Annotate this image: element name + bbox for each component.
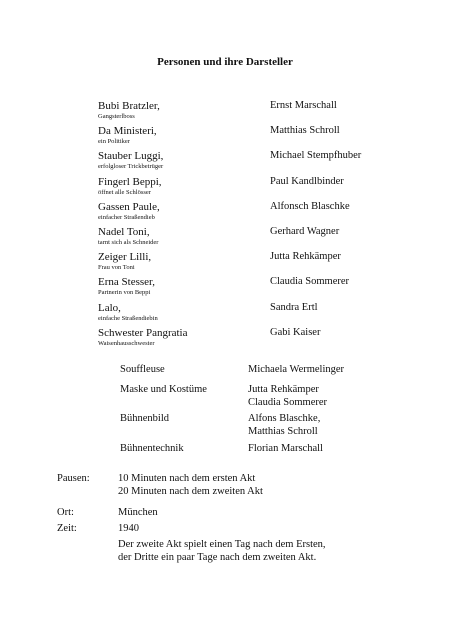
pausen-label: Pausen:: [57, 473, 90, 484]
cast-row: [98, 176, 398, 201]
crew-member-name: Michaela Wermelinger: [248, 364, 345, 375]
pausen-line: 10 Minuten nach dem ersten Akt: [118, 473, 256, 484]
role-name: Da Ministeri,: [98, 125, 157, 138]
crew-names: [248, 383, 327, 409]
cast-row: [98, 226, 398, 251]
role-description: Frau von Toni: [98, 264, 135, 272]
crew-names: [248, 442, 323, 455]
actor-name: Sandra Ertl: [270, 301, 318, 313]
pausen-text: [118, 472, 263, 498]
crew-member-name: Matthias Schroll: [248, 426, 318, 437]
crew-row: [120, 442, 420, 462]
crew-role-label: Bühnenbild: [120, 413, 169, 424]
ort-label: Ort:: [57, 507, 74, 518]
role-name: Erna Stesser,: [98, 276, 155, 289]
role-description: tarnt sich als Schneider: [98, 238, 159, 246]
page-title: Personen und ihre Darsteller: [157, 56, 293, 68]
actor-name: Gabi Kaiser: [270, 326, 321, 338]
info-row-ort: [57, 506, 437, 522]
crew-member-name: Alfons Blaschke,: [248, 413, 321, 424]
cast-row: [98, 201, 398, 226]
act-note-line: der Dritte ein paar Tage nach dem zweiten Akt.: [118, 552, 317, 563]
cast-row: [98, 276, 398, 301]
role-description: erfolgloser Trickbetrüger: [98, 163, 164, 171]
cast-row: [98, 100, 398, 125]
crew-role-label: Maske und Kostüme: [120, 384, 207, 395]
actor-name: Paul Kandlbinder: [270, 175, 344, 187]
cast-row: [98, 302, 398, 327]
ort-value: München: [118, 507, 158, 518]
cast-row: [98, 327, 398, 352]
role-description: öffnet alle Schlösser: [98, 188, 151, 196]
cast-list: [98, 100, 398, 352]
crew-row: [120, 363, 420, 383]
cast-row: [98, 251, 398, 276]
info-row-note: [57, 538, 437, 566]
role-name: Bubi Bratzler,: [98, 100, 160, 112]
role-description: Waisenhausschwester: [98, 339, 155, 347]
crew-list: [120, 363, 420, 462]
zeit-value: 1940: [118, 523, 139, 534]
role-description: einfache Straßendiebin: [98, 314, 158, 322]
crew-member-name: Claudia Sommerer: [248, 397, 328, 408]
crew-row: [120, 412, 420, 442]
crew-names: [248, 412, 320, 438]
performance-info: [57, 472, 437, 566]
actor-name: Gerhard Wagner: [270, 225, 340, 237]
actor-name: Matthias Schroll: [270, 125, 340, 137]
actor-name: Michael Stempfhuber: [270, 150, 362, 162]
role-name: Lalo,: [98, 301, 121, 314]
crew-member-name: Jutta Rehkämper: [248, 384, 319, 395]
role-description: einfacher Straßendieb: [98, 213, 155, 221]
actor-name: Alfonsch Blaschke: [270, 200, 350, 212]
crew-member-name: Florian Marschall: [248, 443, 323, 454]
role-name: Schwester Pangratia: [98, 326, 188, 339]
act-note-line: Der zweite Akt spielt einen Tag nach dem Ersten,: [118, 539, 326, 550]
actor-name: Ernst Marschall: [270, 100, 337, 111]
cast-row: [98, 125, 398, 150]
info-row-pausen: [57, 472, 437, 506]
role-name: Zeiger Lilli,: [98, 251, 152, 264]
role-name: Stauber Luggi,: [98, 150, 164, 163]
role-description: ein Politiker: [98, 138, 130, 146]
info-row-zeit: [57, 522, 437, 538]
crew-role-label: Souffleuse: [120, 364, 165, 375]
crew-role-label: Bühnentechnik: [120, 443, 184, 454]
actor-name: Claudia Sommerer: [270, 276, 350, 288]
crew-names: [248, 363, 344, 376]
act-note: [118, 538, 326, 564]
crew-row: [120, 383, 420, 412]
role-name: Nadel Toni,: [98, 225, 150, 238]
pausen-line: 20 Minuten nach dem zweiten Akt: [118, 486, 263, 497]
role-description: Gangsterlboss: [98, 113, 135, 120]
role-name: Gassen Paule,: [98, 200, 160, 213]
cast-row: [98, 150, 398, 175]
role-description: Partnerin von Beppi: [98, 289, 151, 297]
zeit-label: Zeit:: [57, 523, 77, 534]
role-name: Fingerl Beppi,: [98, 175, 162, 188]
actor-name: Jutta Rehkämper: [270, 251, 341, 263]
